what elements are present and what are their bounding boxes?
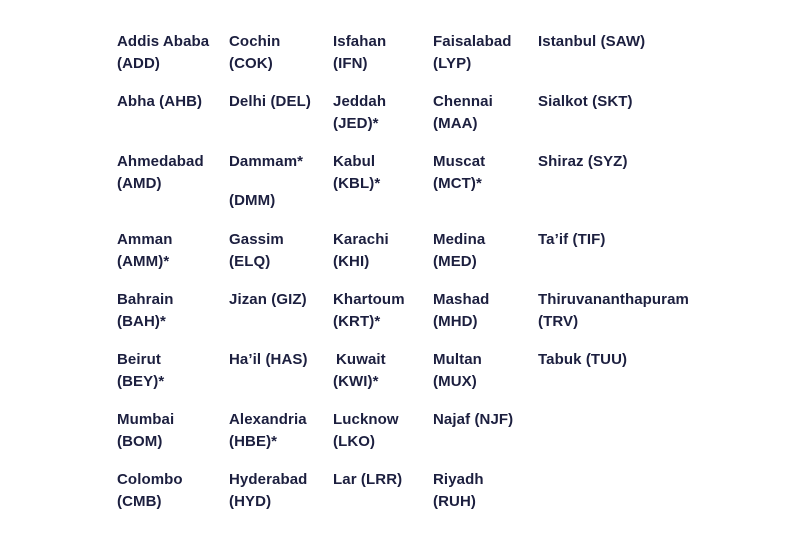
city-name: Thiruvananthapuram bbox=[538, 291, 689, 308]
city-name: Isfahan bbox=[333, 33, 387, 50]
destination-addis-ababa bbox=[117, 31, 209, 74]
city-name: Medina bbox=[433, 231, 486, 248]
destination-chennai bbox=[433, 91, 493, 134]
destination-faisalabad bbox=[433, 31, 512, 74]
destination-muscat bbox=[433, 151, 485, 194]
airport-code: (HYD) bbox=[229, 492, 272, 510]
city-name: Gassim bbox=[229, 231, 284, 248]
destination-abha bbox=[117, 91, 202, 113]
airport-code: (LYP) bbox=[433, 54, 472, 72]
city-name: Multan bbox=[433, 351, 482, 368]
airport-code: (KHI) bbox=[333, 252, 370, 270]
destination-dammam bbox=[229, 151, 303, 211]
city-name: Colombo bbox=[117, 471, 183, 488]
city-name: Abha (AHB) bbox=[117, 93, 203, 110]
airport-code: (AMD) bbox=[117, 174, 162, 192]
destination-bahrain bbox=[117, 289, 174, 332]
city-name: Delhi (DEL) bbox=[229, 93, 311, 110]
destination-sialkot bbox=[538, 91, 633, 113]
destination-thiruvananthapuram bbox=[538, 289, 689, 332]
airport-code: (MED) bbox=[433, 252, 477, 270]
destination-lucknow bbox=[333, 409, 399, 452]
airport-code: (KWI)* bbox=[333, 372, 379, 390]
destination-cochin bbox=[229, 31, 280, 74]
city-name: Muscat bbox=[433, 153, 486, 170]
airport-code: (BOM) bbox=[117, 432, 163, 450]
destination-istanbul bbox=[538, 31, 645, 53]
airport-code: (LKO) bbox=[333, 432, 376, 450]
airport-code: (AMM)* bbox=[117, 252, 170, 270]
airport-code: (MHD) bbox=[433, 312, 478, 330]
destination-riyadh bbox=[433, 469, 484, 512]
city-name: Beirut bbox=[117, 351, 161, 368]
destination-taif bbox=[538, 229, 605, 251]
destination-hail bbox=[229, 349, 308, 371]
city-name: Mashad bbox=[433, 291, 490, 308]
city-name: Khartoum bbox=[333, 291, 405, 308]
city-name: Najaf (NJF) bbox=[433, 411, 514, 428]
city-name: Hyderabad bbox=[229, 471, 308, 488]
city-name: Chennai bbox=[433, 93, 493, 110]
destination-najaf bbox=[433, 409, 513, 431]
city-name: Tabuk (TUU) bbox=[538, 351, 628, 368]
destination-karachi bbox=[333, 229, 389, 272]
airport-code: (HBE)* bbox=[229, 432, 278, 450]
destination-isfahan bbox=[333, 31, 386, 74]
destination-alexandria bbox=[229, 409, 307, 452]
destination-delhi bbox=[229, 91, 311, 113]
destination-jeddah bbox=[333, 91, 386, 134]
airport-code: (ADD) bbox=[117, 54, 160, 72]
destination-tabuk bbox=[538, 349, 627, 371]
city-name: Addis Ababa bbox=[117, 33, 210, 50]
city-name: Riyadh bbox=[433, 471, 484, 488]
city-name: Ta’if (TIF) bbox=[538, 231, 606, 248]
city-name: Lar (LRR) bbox=[333, 471, 403, 488]
city-name: Shiraz (SYZ) bbox=[538, 153, 628, 170]
city-name: Lucknow bbox=[333, 411, 399, 428]
airport-code: (MUX) bbox=[433, 372, 477, 390]
destination-amman bbox=[117, 229, 173, 272]
airport-code: (IFN) bbox=[333, 54, 368, 72]
airport-code: (DMM) bbox=[229, 191, 276, 209]
city-name: Istanbul (SAW) bbox=[538, 33, 646, 50]
city-name: Alexandria bbox=[229, 411, 307, 428]
airport-code: (KRT)* bbox=[333, 312, 381, 330]
destination-ahmedabad bbox=[117, 151, 204, 194]
city-name: Faisalabad bbox=[433, 33, 512, 50]
airport-code: (BEY)* bbox=[117, 372, 165, 390]
airport-code: (JED)* bbox=[333, 114, 379, 132]
city-name: Mumbai bbox=[117, 411, 175, 428]
airport-code: (MAA) bbox=[433, 114, 478, 132]
destination-lar bbox=[333, 469, 402, 491]
destination-multan bbox=[433, 349, 482, 392]
airport-code: (MCT)* bbox=[433, 174, 482, 192]
city-name: Amman bbox=[117, 231, 173, 248]
city-name: Jeddah bbox=[333, 93, 387, 110]
city-name: Ha’il (HAS) bbox=[229, 351, 308, 368]
destination-gassim bbox=[229, 229, 284, 272]
destination-mumbai bbox=[117, 409, 174, 452]
city-name: Kuwait bbox=[336, 351, 386, 368]
airport-code: (KBL)* bbox=[333, 174, 381, 192]
city-name: Karachi bbox=[333, 231, 389, 248]
destination-mashad bbox=[433, 289, 489, 332]
destination-hyderabad bbox=[229, 469, 307, 512]
city-name: Bahrain bbox=[117, 291, 174, 308]
city-name: Ahmedabad bbox=[117, 153, 204, 170]
airport-code: (RUH) bbox=[433, 492, 476, 510]
destination-shiraz bbox=[538, 151, 628, 173]
destination-kabul bbox=[333, 151, 380, 194]
airport-code: (COK) bbox=[229, 54, 273, 72]
city-name: Kabul bbox=[333, 153, 376, 170]
airport-code: (CMB) bbox=[117, 492, 162, 510]
destination-kuwait bbox=[333, 349, 386, 392]
city-name: Cochin bbox=[229, 33, 281, 50]
city-name: Dammam* bbox=[229, 153, 304, 170]
airport-code: (ELQ) bbox=[229, 252, 271, 270]
airport-code: (BAH)* bbox=[117, 312, 166, 330]
airport-code: (TRV) bbox=[538, 312, 579, 330]
destination-colombo bbox=[117, 469, 183, 512]
destination-medina bbox=[433, 229, 485, 272]
destination-jizan bbox=[229, 289, 307, 311]
destination-beirut bbox=[117, 349, 164, 392]
city-name: Jizan (GIZ) bbox=[229, 291, 307, 308]
destination-khartoum bbox=[333, 289, 405, 332]
city-name: Sialkot (SKT) bbox=[538, 93, 633, 110]
